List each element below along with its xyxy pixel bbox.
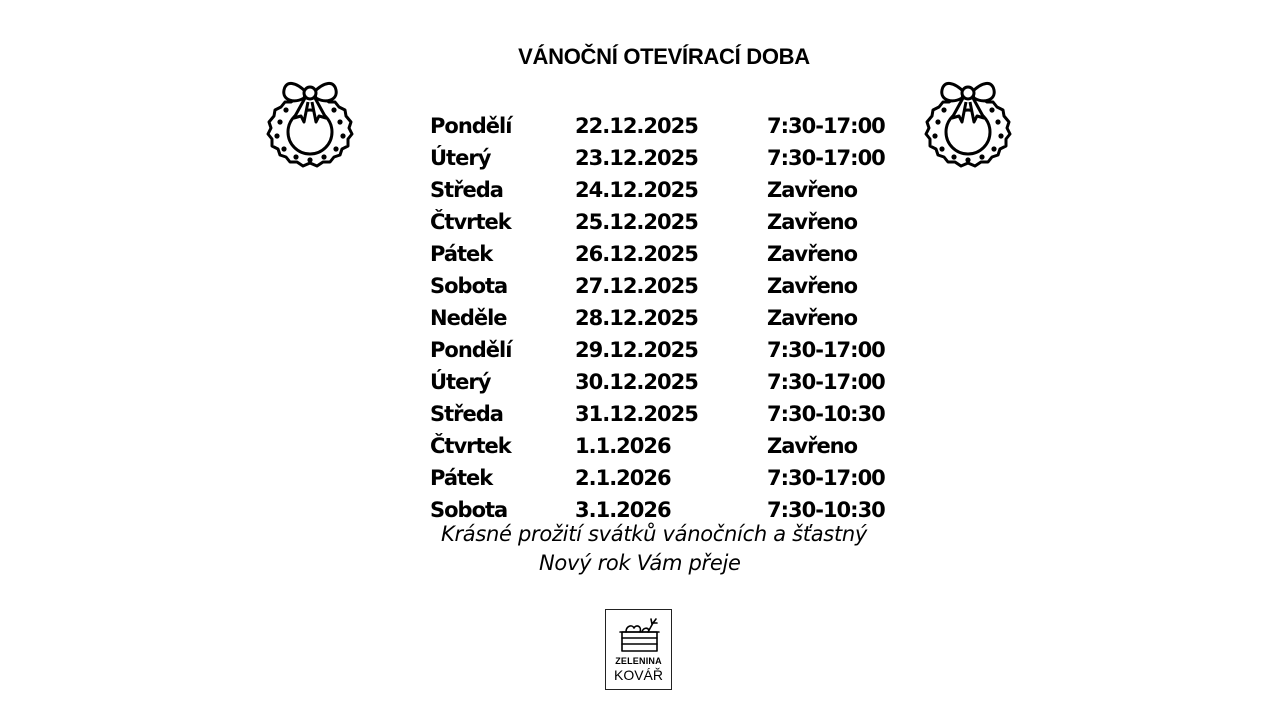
christmas-wreath-icon [264,76,356,176]
date: 30.12.2025 [575,370,698,394]
day-name: Pátek [430,242,493,266]
logo-text-line-1: ZELENINA [615,656,662,666]
logo-text-line-2: KOVÁŘ [613,667,663,683]
day-name: Neděle [430,306,507,330]
opening-hours: Zavřeno [767,306,858,330]
day-name: Čtvrtek [430,210,511,234]
day-name: Úterý [430,370,491,394]
opening-hours: 7:30-17:00 [767,338,885,362]
opening-hours: 7:30-10:30 [767,498,885,522]
opening-hours: Zavřeno [767,434,858,458]
day-name: Pátek [430,466,493,490]
opening-hours: 7:30-17:00 [767,146,885,170]
date: 23.12.2025 [575,146,698,170]
date: 3.1.2026 [575,498,671,522]
greeting-line-2: Nový rok Vám přeje [539,551,741,575]
day-name: Pondělí [430,338,512,362]
date: 22.12.2025 [575,114,698,138]
day-name: Úterý [430,146,491,170]
date: 2.1.2026 [575,466,671,490]
opening-hours: 7:30-17:00 [767,114,885,138]
vegetable-crate-icon [618,616,661,654]
day-name: Čtvrtek [430,434,511,458]
opening-hours: Zavřeno [767,274,858,298]
opening-hours: Zavřeno [767,178,858,202]
opening-hours: 7:30-10:30 [767,402,885,426]
day-name: Sobota [430,274,508,298]
page-title: VÁNOČNÍ OTEVÍRACÍ DOBA [518,44,810,69]
date: 29.12.2025 [575,338,698,362]
date: 24.12.2025 [575,178,698,202]
day-name: Středa [430,178,503,202]
opening-hours: Zavřeno [767,210,858,234]
day-name: Pondělí [430,114,512,138]
opening-hours: 7:30-17:00 [767,466,885,490]
christmas-wreath-icon [922,76,1014,176]
opening-hours: 7:30-17:00 [767,370,885,394]
date: 31.12.2025 [575,402,698,426]
day-name: Sobota [430,498,508,522]
day-name: Středa [430,402,503,426]
date: 25.12.2025 [575,210,698,234]
date: 26.12.2025 [575,242,698,266]
date: 28.12.2025 [575,306,698,330]
company-logo [605,609,672,690]
date: 1.1.2026 [575,434,671,458]
greeting-line-1: Krásné prožití svátků vánočních a šťastný [441,522,868,546]
opening-hours: Zavřeno [767,242,858,266]
date: 27.12.2025 [575,274,698,298]
